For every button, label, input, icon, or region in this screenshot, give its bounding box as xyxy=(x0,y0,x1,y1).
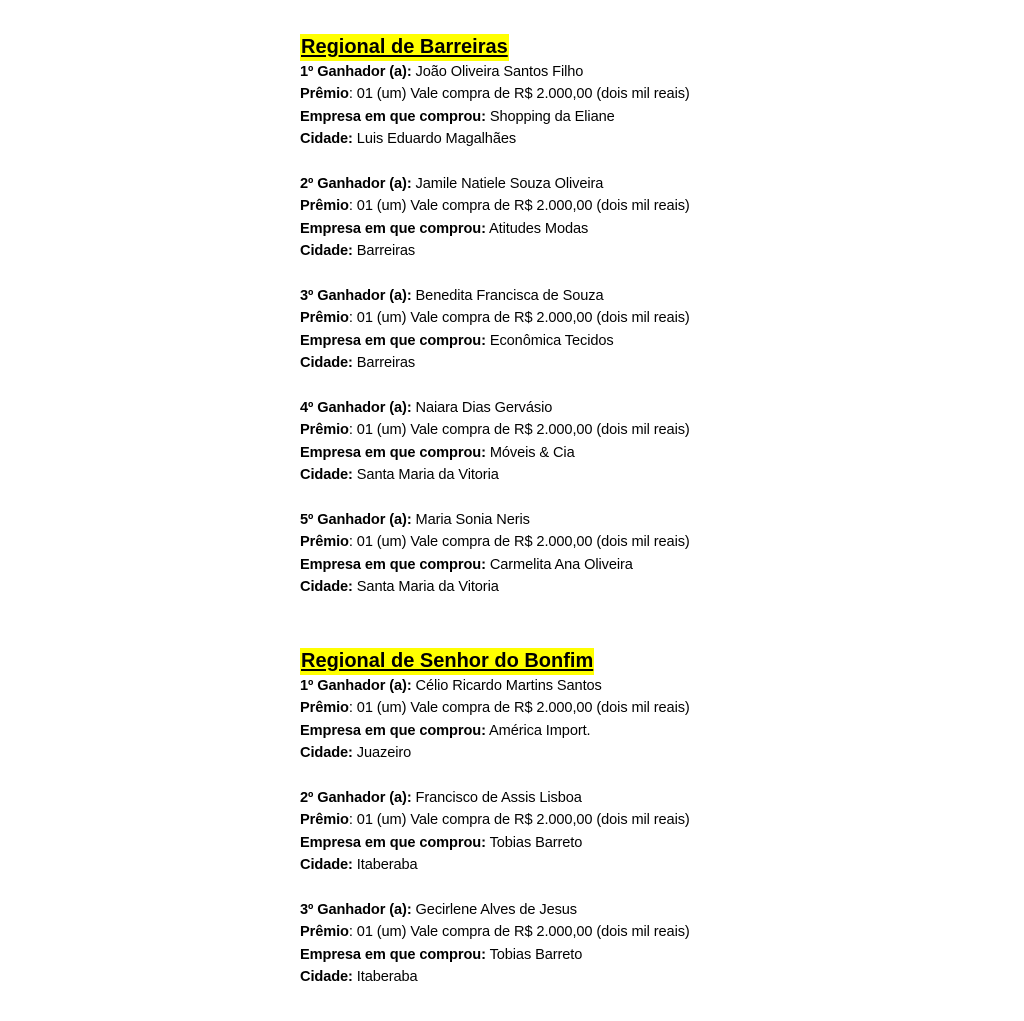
city-label: Cidade: xyxy=(300,579,353,596)
prize-value: 01 (um) Vale compra de R$ 2.000,00 (dois mil reais) xyxy=(356,310,690,327)
winner-name: João Oliveira Santos Filho xyxy=(415,64,584,80)
winner-name: Jamile Natiele Souza Oliveira xyxy=(415,176,604,193)
city-label: Cidade: xyxy=(300,467,353,484)
winner-ordinal-label: 2º Ganhador (a): xyxy=(300,176,412,193)
prize-label: Prêmio xyxy=(300,86,349,103)
prize-label: Prêmio xyxy=(300,700,349,717)
prize-value: 01 (um) Vale compra de R$ 2.000,00 (dois mil reais) xyxy=(356,924,690,941)
winner-entry: 3º Ganhador (a): Benedita Francisca de Souza Prêmio: 01 (um) Vale compra de R$ 2.000,00 (dois mil reais) Empresa em que comprou: Econômica Tecidos Cidade: Barreiras xyxy=(300,288,690,372)
section-title: Regional de Senhor do Bonfim xyxy=(300,648,594,675)
prize-label: Prêmio xyxy=(300,422,349,439)
winner-ordinal-label: 1º Ganhador (a): xyxy=(300,64,412,80)
winner-ordinal-label: 5º Ganhador (a): xyxy=(300,512,412,529)
company-value: América Import. xyxy=(489,722,591,739)
prize-label: Prêmio xyxy=(300,310,349,327)
company-label: Empresa em que comprou: xyxy=(300,722,486,739)
city-value: Barreiras xyxy=(356,243,416,260)
winner-ordinal-label: 1º Ganhador (a): xyxy=(300,677,412,694)
city-label: Cidade: xyxy=(300,744,353,761)
winner-entry: 3º Ganhador (a): Gecirlene Alves de Jesus Prêmio: 01 (um) Vale compra de R$ 2.000,00 (dois mil reais) Empresa em que comprou: Tobias Barreto Cidade: Itaberaba xyxy=(300,901,690,985)
winner-entry: 2º Ganhador (a): Jamile Natiele Souza Oliveira Prêmio: 01 (um) Vale compra de R$ 2.000,00 (dois mil reais) Empresa em que comprou: Atitudes Modas Cidade: Barreiras xyxy=(300,176,690,260)
city-label: Cidade: xyxy=(300,243,353,260)
city-label: Cidade: xyxy=(300,131,353,148)
city-value: Itaberaba xyxy=(356,856,418,873)
prize-value: 01 (um) Vale compra de R$ 2.000,00 (dois mil reais) xyxy=(356,422,690,439)
winner-entry: 1º Ganhador (a): Célio Ricardo Martins Santos Prêmio: 01 (um) Vale compra de R$ 2.000,00 (dois mil reais) Empresa em que comprou: América Import. Cidade: Juazeiro xyxy=(300,677,690,761)
company-value: Tobias Barreto xyxy=(489,946,583,963)
company-value: Shopping da Eliane xyxy=(489,108,615,125)
city-label: Cidade: xyxy=(300,355,353,372)
section-barreiras xyxy=(300,34,740,599)
company-value: Tobias Barreto xyxy=(489,834,583,851)
winner-ordinal-label: 3º Ganhador (a): xyxy=(300,288,412,305)
company-label: Empresa em que comprou: xyxy=(300,332,486,349)
winner-name: Francisco de Assis Lisboa xyxy=(415,789,582,806)
prize-value: 01 (um) Vale compra de R$ 2.000,00 (dois mil reais) xyxy=(356,86,690,103)
winner-ordinal-label: 4º Ganhador (a): xyxy=(300,400,412,417)
company-value: Carmelita Ana Oliveira xyxy=(489,556,633,573)
section-senhor-do-bonfim xyxy=(300,648,740,989)
city-label: Cidade: xyxy=(300,856,353,873)
company-label: Empresa em que comprou: xyxy=(300,108,486,125)
company-value: Móveis & Cia xyxy=(489,444,575,461)
section-title: Regional de Barreiras xyxy=(300,34,509,61)
city-value: Luis Eduardo Magalhães xyxy=(356,131,517,148)
prize-value: 01 (um) Vale compra de R$ 2.000,00 (dois mil reais) xyxy=(356,812,690,829)
prize-value: 01 (um) Vale compra de R$ 2.000,00 (dois mil reais) xyxy=(356,534,690,551)
company-label: Empresa em que comprou: xyxy=(300,220,486,237)
prize-label: Prêmio xyxy=(300,534,349,551)
city-value: Santa Maria da Vitoria xyxy=(356,579,499,596)
city-value: Itaberaba xyxy=(356,968,418,985)
city-value: Juazeiro xyxy=(356,744,412,761)
city-value: Barreiras xyxy=(356,355,416,372)
winner-name: Célio Ricardo Martins Santos xyxy=(415,677,602,694)
winner-ordinal-label: 3º Ganhador (a): xyxy=(300,901,412,918)
prize-label: Prêmio xyxy=(300,198,349,215)
company-value: Atitudes Modas xyxy=(489,220,589,237)
company-label: Empresa em que comprou: xyxy=(300,946,486,963)
company-label: Empresa em que comprou: xyxy=(300,834,486,851)
winner-entry: 4º Ganhador (a): Naiara Dias Gervásio Prêmio: 01 (um) Vale compra de R$ 2.000,00 (dois mil reais) Empresa em que comprou: Móveis & Cia Cidade: Santa Maria da Vitoria xyxy=(300,400,690,484)
winner-name: Gecirlene Alves de Jesus xyxy=(415,901,578,918)
prize-label: Prêmio xyxy=(300,924,349,941)
winner-ordinal-label: 2º Ganhador (a): xyxy=(300,789,412,806)
company-value: Econômica Tecidos xyxy=(489,332,614,349)
company-label: Empresa em que comprou: xyxy=(300,444,486,461)
winner-name: Maria Sonia Neris xyxy=(415,512,530,529)
winner-name: Naiara Dias Gervásio xyxy=(415,400,553,417)
city-value: Santa Maria da Vitoria xyxy=(356,467,499,484)
document xyxy=(300,34,740,988)
winner-entry: 5º Ganhador (a): Maria Sonia Neris Prêmio: 01 (um) Vale compra de R$ 2.000,00 (dois mil reais) Empresa em que comprou: Carmelita Ana Oliveira Cidade: Santa Maria da Vitoria xyxy=(300,512,690,596)
prize-value: 01 (um) Vale compra de R$ 2.000,00 (dois mil reais) xyxy=(356,198,690,215)
winner-name: Benedita Francisca de Souza xyxy=(415,288,604,305)
company-label: Empresa em que comprou: xyxy=(300,556,486,573)
prize-label: Prêmio xyxy=(300,812,349,829)
winner-entry: 2º Ganhador (a): Francisco de Assis Lisboa Prêmio: 01 (um) Vale compra de R$ 2.000,00 (dois mil reais) Empresa em que comprou: Tobias Barreto Cidade: Itaberaba xyxy=(300,789,690,873)
prize-value: 01 (um) Vale compra de R$ 2.000,00 (dois mil reais) xyxy=(356,700,690,717)
winner-entry: 1º Ganhador (a): João Oliveira Santos Filho Prêmio: 01 (um) Vale compra de R$ 2.000,00 (dois mil reais) Empresa em que comprou: Shopping da Eliane Cidade: Luis Eduardo Magalhães xyxy=(300,64,690,148)
city-label: Cidade: xyxy=(300,968,353,985)
